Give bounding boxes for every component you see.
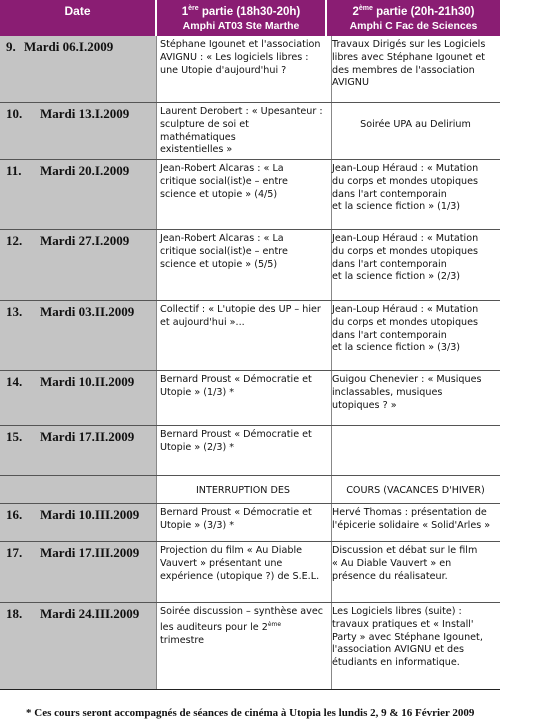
part2-line: Jean-Loup Héraud : « Mutation	[332, 304, 479, 315]
table-header	[0, 0, 500, 36]
date-cell	[0, 301, 157, 370]
session-date: Mardi 13.I.2009	[40, 106, 130, 121]
part1-line: critique social(ist)e – entre	[160, 175, 288, 187]
part1-line: Jean-Robert Alcaras : « La	[160, 163, 284, 174]
header-date	[0, 0, 157, 36]
table-row	[0, 504, 500, 542]
part1-line: Soirée discussion – synthèse avec	[160, 606, 324, 617]
part2-line: du corps et mondes utopiques	[332, 175, 479, 187]
date-cell	[0, 36, 157, 102]
part1-cell	[160, 374, 326, 400]
table-row	[0, 230, 500, 301]
session-date: Mardi 24.III.2009	[40, 606, 140, 621]
part1-line: trimestre	[160, 634, 205, 646]
part1-cell	[160, 479, 326, 498]
part1-line: AVIGNU : « Les logiciels libres :	[160, 51, 309, 63]
part2-line: Hervé Thomas : présentation de	[332, 507, 487, 518]
table-row	[0, 160, 500, 230]
session-number: 18.	[6, 606, 23, 621]
date-cell	[0, 476, 157, 503]
date-cell	[0, 504, 157, 541]
part2-line: dans l'art contemporain	[332, 329, 447, 341]
footnote: * Ces cours seront accompagnés de séances de cinéma à Utopia les lundis 2, 9 & 16 Février 2009	[26, 707, 475, 719]
part2-cell	[331, 476, 499, 503]
table-row-interruption	[0, 476, 500, 504]
part2-cell	[331, 371, 499, 425]
part2-cell	[331, 36, 499, 102]
part1-line: existentielles »	[160, 144, 233, 156]
part2-line: l'épicerie solidaire « Solid'Arles »	[332, 519, 491, 531]
session-number: 9.	[6, 39, 16, 54]
part1-line: Utopie » (2/3) *	[160, 441, 235, 453]
part2-line: dans l'art contemporain	[332, 258, 447, 270]
part1-line: Utopie » (1/3) *	[160, 386, 235, 398]
session-date: Mardi 03.II.2009	[40, 304, 135, 319]
part1-line: Vauvert » présentant une	[160, 557, 283, 569]
part2-line: Party » avec Stéphane Igounet,	[332, 631, 483, 643]
table-row	[0, 36, 500, 103]
session-date: Mardi 17.II.2009	[40, 429, 135, 444]
part1-line: Jean-Robert Alcaras : « La	[160, 233, 284, 244]
part2-cell	[331, 160, 499, 229]
session-date: Mardi 10.III.2009	[40, 507, 140, 522]
part1-line: une Utopie d'aujourd'hui ?	[160, 64, 287, 76]
part1-cell	[160, 545, 326, 583]
date-cell	[0, 542, 157, 602]
header-part2-location: Amphi C Fac de Sciences	[349, 19, 478, 32]
session-number: 12.	[6, 233, 23, 248]
footer-divider	[0, 689, 500, 690]
header-part1-location: Amphi AT03 Ste Marthe	[182, 19, 300, 32]
session-number: 13.	[6, 304, 23, 319]
part1-cell	[160, 39, 326, 77]
part2-cell	[331, 103, 499, 159]
session-number: 16.	[6, 507, 23, 522]
part1-line: sculpture de soi et mathématiques	[160, 118, 249, 143]
part2-line: présence du réalisateur.	[332, 570, 448, 582]
date-cell	[0, 230, 157, 300]
table-row	[0, 603, 500, 689]
part1-line: expérience (utopique ?) de S.E.L.	[160, 570, 320, 582]
part1-line: Utopie » (3/3) *	[160, 519, 235, 531]
part2-line: Jean-Loup Héraud : « Mutation	[332, 233, 479, 244]
table-row	[0, 542, 500, 603]
table-row	[0, 426, 500, 476]
header-part1-title: 1ère partie (18h30-20h)	[181, 5, 301, 18]
part2-line: Travaux Dirigés sur les Logiciels	[332, 39, 486, 50]
part1-cell	[160, 163, 326, 201]
part1-line: les auditeurs pour le 2ème	[160, 620, 282, 633]
part1-cell	[160, 507, 326, 533]
part1-line: Stéphane Igounet et l'association	[160, 39, 321, 50]
part2-line: et la science fiction » (1/3)	[332, 201, 461, 213]
table-row	[0, 103, 500, 160]
session-number: 10.	[6, 106, 23, 121]
part2-line: Jean-Loup Héraud : « Mutation	[332, 163, 479, 174]
date-cell	[0, 426, 157, 475]
part2-cell	[331, 230, 499, 300]
date-cell	[0, 603, 157, 689]
session-date: Mardi 10.II.2009	[40, 374, 135, 389]
part2-line: Les Logiciels libres (suite) :	[332, 606, 462, 617]
date-cell	[0, 160, 157, 229]
part2-line: Discussion et débat sur le film	[332, 545, 478, 556]
date-cell	[0, 103, 157, 159]
table-row	[0, 301, 500, 371]
part2-cell	[331, 504, 499, 541]
session-date: Mardi 06.I.2009	[24, 39, 114, 54]
table-row	[0, 371, 500, 426]
part2-line: et la science fiction » (2/3)	[332, 271, 461, 283]
part2-line: l'association AVIGNU et des	[332, 644, 465, 656]
part2-line: Guigou Chenevier : « Musiques	[332, 374, 482, 385]
header-part2-title: 2ème partie (20h-21h30)	[352, 5, 475, 18]
part1-cell	[160, 233, 326, 271]
part1-cell	[160, 429, 326, 455]
header-part1	[157, 0, 327, 36]
part1-line: Bernard Proust « Démocratie et	[160, 429, 312, 440]
part2-line: étudiants en informatique.	[332, 657, 460, 669]
part1-line: et aujourd'hui »...	[160, 316, 245, 328]
part1-line: science et utopie » (5/5)	[160, 258, 278, 270]
header-part2	[327, 0, 500, 36]
session-number: 14.	[6, 374, 23, 389]
part2-line: des membres de l'association	[332, 64, 475, 76]
part1-cell	[160, 106, 326, 157]
part1-line: Laurent Derobert : « Upesanteur :	[160, 106, 323, 117]
session-date: Mardi 20.I.2009	[40, 163, 130, 178]
session-date: Mardi 17.III.2009	[40, 545, 140, 560]
part2-line: du corps et mondes utopiques	[332, 316, 479, 328]
session-number: 17.	[6, 545, 23, 560]
date-cell	[0, 371, 157, 425]
part1-cell	[160, 606, 326, 648]
interruption-text: INTERRUPTION DES	[195, 485, 291, 496]
part2-line: du corps et mondes utopiques	[332, 245, 479, 257]
part1-line: Projection du film « Au Diable	[160, 545, 303, 556]
header-date-label: Date	[64, 4, 91, 18]
part2-line: Soirée UPA au Delirium	[360, 119, 471, 130]
interruption-text: COURS (VACANCES D'HIVER)	[346, 485, 485, 496]
session-number: 15.	[6, 429, 23, 444]
part1-line: Bernard Proust « Démocratie et	[160, 507, 312, 518]
session-number: 11.	[6, 163, 22, 178]
part1-line: critique social(ist)e – entre	[160, 245, 288, 257]
part2-cell	[331, 426, 499, 475]
part2-cell	[331, 542, 499, 602]
part1-cell	[160, 304, 326, 330]
part1-line: science et utopie » (4/5)	[160, 188, 278, 200]
part2-line: inclassables, musiques	[332, 386, 443, 398]
part2-cell	[331, 603, 499, 689]
part2-line: et la science fiction » (3/3)	[332, 342, 461, 354]
part2-line: « Au Diable Vauvert » en	[332, 557, 452, 569]
part2-line: libres avec Stéphane Igounet et	[332, 51, 486, 63]
part1-line: Bernard Proust « Démocratie et	[160, 374, 312, 385]
part2-cell	[331, 301, 499, 370]
part2-line: utopiques ? »	[332, 399, 397, 411]
part1-line: Collectif : « L'utopie des UP – hier	[160, 304, 321, 315]
part2-line: travaux pratiques et « Install'	[332, 618, 474, 630]
part2-line: AVIGNU	[332, 77, 369, 89]
session-date: Mardi 27.I.2009	[40, 233, 130, 248]
part2-line: dans l'art contemporain	[332, 188, 447, 200]
